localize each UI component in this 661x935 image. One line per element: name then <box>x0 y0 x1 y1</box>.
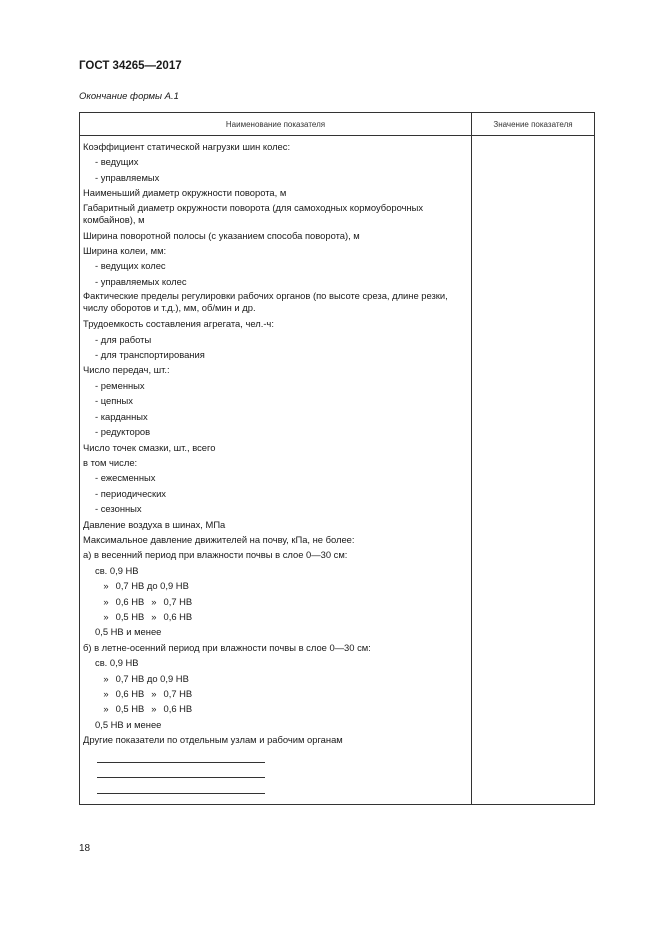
table-row: Давление воздуха в шинах, МПа <box>83 518 226 530</box>
table-row: » 0,6 НВ » 0,7 НВ <box>103 595 193 607</box>
table-row: - периодических <box>95 487 166 499</box>
table-row: б) в летне-осенний период при влажности почвы в слое 0—30 см: <box>83 641 371 653</box>
form-caption: Окончание формы А.1 <box>79 91 179 102</box>
table-row: - ведущих <box>95 156 139 168</box>
table-row: Число точек смазки, шт., всего <box>83 441 216 453</box>
table-row: Другие показатели по отдельным узлам и рабочим органам <box>83 734 343 746</box>
table-row: - карданных <box>95 410 148 422</box>
table-row: св. 0,9 НВ <box>95 564 139 576</box>
table-header-row <box>80 113 595 136</box>
table-row: Ширина поворотной полосы (с указанием способа поворота), м <box>83 229 360 241</box>
page-number: 18 <box>79 843 91 854</box>
table-row: Коэффициент статической нагрузки шин колес: <box>83 141 291 152</box>
column-header-indicator-name: Наименование показателя <box>80 113 472 136</box>
table-row: » 0,5 НВ » 0,6 НВ <box>103 610 193 622</box>
table-row: - ведущих колес <box>95 260 166 272</box>
table-row: а) в весенний период при влажности почвы в слое 0—30 см: <box>83 549 348 561</box>
table-row: - редукторов <box>95 426 151 438</box>
blank-line <box>97 763 265 778</box>
table-row: - для работы <box>95 333 152 345</box>
table-row: - для транспортирования <box>95 349 205 361</box>
table-row: св. 0,9 НВ <box>95 657 139 669</box>
blank-line <box>97 778 265 793</box>
table-row: - ежесменных <box>95 472 156 484</box>
table-row: в том числе: <box>83 456 138 468</box>
table-row: » 0,6 НВ » 0,7 НВ <box>103 688 193 699</box>
table-row: Наименьший диаметр окружности поворота, м <box>83 187 287 199</box>
table-row: Трудоемкость составления агрегата, чел.-ч: <box>83 318 274 330</box>
table-row: » 0,7 НВ до 0,9 НВ <box>103 580 189 592</box>
table-row: Максимальное давление движителей на почву, кПа, не более: <box>83 533 355 545</box>
blank-line <box>97 748 265 763</box>
table-row: - управляемых колес <box>95 275 187 287</box>
standard-designation: ГОСТ 34265—2017 <box>79 60 182 72</box>
table-row: - цепных <box>95 395 133 407</box>
table-row: » 0,7 НВ до 0,9 НВ <box>103 672 189 684</box>
column-header-indicator-value: Значение показателя <box>472 113 595 136</box>
form-table <box>79 112 595 805</box>
indicator-names-cell <box>80 136 472 805</box>
table-row: Число передач, шт.: <box>83 364 170 376</box>
table-row: 0,5 НВ и менее <box>95 626 162 638</box>
table-row: - ременных <box>95 379 145 391</box>
table-row: Ширина колеи, мм: <box>83 245 167 257</box>
table-row: - сезонных <box>95 503 142 515</box>
table-row: - управляемых <box>95 171 160 183</box>
table-row: » 0,5 НВ » 0,6 НВ <box>103 703 193 715</box>
table-row: Габаритный диаметр окружности поворота (для самоходных кормоуборочных комбайнов), м <box>83 201 424 225</box>
table-row: Фактические пределы регулировки рабочих органов (по высоте среза, длине резки, числу оборотов и т.д.), мм, об/мин и др. <box>83 290 448 314</box>
indicator-values-cell <box>472 136 595 805</box>
table-row: 0,5 НВ и менее <box>95 718 162 730</box>
